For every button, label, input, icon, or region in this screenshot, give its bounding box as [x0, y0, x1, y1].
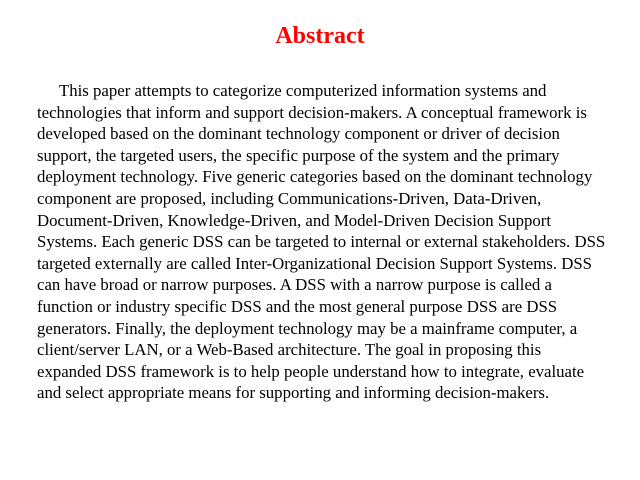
slide-title: Abstract — [275, 23, 365, 49]
abstract-paragraph: This paper attempts to categorize computerized information systems and technologies that inform and support decision-makers. A conceptual framework is developed based on the dominant technology component or driver of decision support, the targeted users, the specific purpose of the system and the primary deployment technology. Five generic categories based on the dominant technology component are proposed, including Communications-Driven, Data-Driven, Document-Driven, Knowledge-Driven, and Model-Driven Decision Support Systems. Each generic DSS can be targeted to internal or external stakeholders. DSS targeted externally are called Inter-Organizational Decision Support Systems. DSS can have broad or narrow purposes. A DSS with a narrow purpose is called a function or industry specific DSS and the most general purpose DSS are DSS generators. Finally, the deployment technology may be a mainframe computer, a client/server LAN, or a Web-Based architecture. The goal in proposing this expanded DSS framework is to help people understand how to integrate, evaluate and select appropriate means for supporting and informing decision-makers. — [37, 81, 606, 403]
